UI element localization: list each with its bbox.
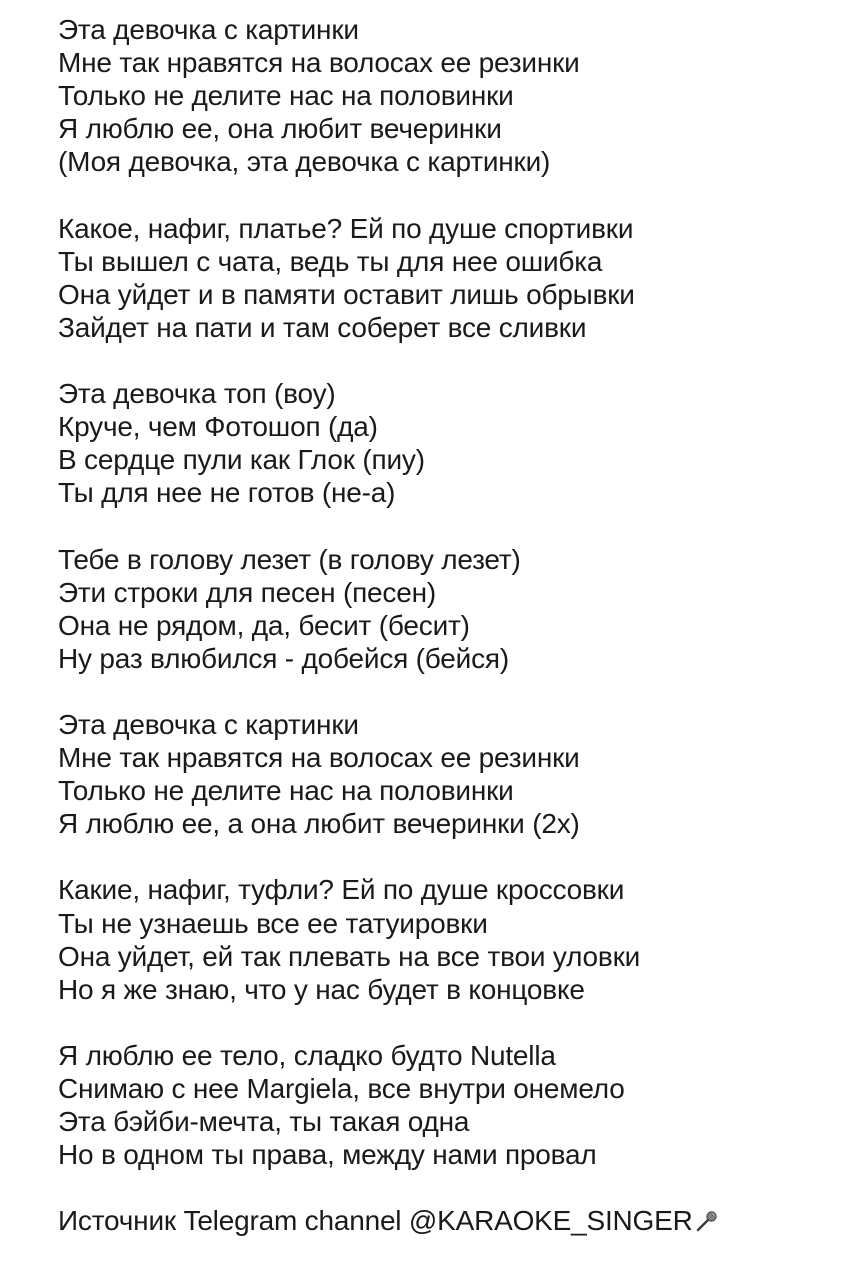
lyric-line: Снимаю с нее Margiela, все внутри онемело — [58, 1073, 625, 1104]
lyric-line: Я люблю ее, а она любит вечеринки (2х) — [58, 808, 580, 840]
lyric-line: Она уйдет, ей так плевать на все твои уловки — [58, 940, 641, 972]
lyric-line: Она не рядом, да, бесит (бесит) — [58, 609, 470, 641]
lyric-line: Ну раз влюбился - добейся (бейся) — [58, 642, 510, 674]
lyric-line: Какое, нафиг, платье? Ей по душе спортивки — [58, 212, 634, 244]
source-credit — [58, 1204, 838, 1237]
lyric-line: Ты вышел с чата, ведь ты для нее ошибка — [58, 245, 603, 277]
lyric-line: Она уйдет и в памяти оставит лишь обрывки — [58, 278, 635, 310]
stanza — [58, 13, 838, 178]
lyric-line: Только не делите нас на половинки — [58, 80, 514, 112]
lyric-line: Какие, нафиг, туфли? Ей по душе кроссовки — [58, 874, 625, 906]
stanza — [58, 1039, 838, 1171]
lyrics-text — [58, 13, 838, 1237]
lyric-line: Зайдет на пати и там соберет все сливки — [58, 311, 587, 343]
lyric-line: Мне так нравятся на волосах ее резинки — [58, 47, 580, 79]
lyric-line: Эта девочка топ (воу) — [58, 378, 336, 410]
lyric-line: Но я же знаю, что у нас будет в концовке — [58, 973, 585, 1005]
lyric-line: В сердце пули как Глок (пиу) — [58, 444, 425, 476]
lyric-line: Эта девочка с картинки — [58, 14, 359, 45]
lyric-line: Мне так нравятся на волосах ее резинки — [58, 742, 580, 774]
stanza — [58, 377, 838, 509]
lyric-line: Ты для нее не готов (не-а) — [58, 477, 396, 509]
lyric-line: Я люблю ее тело, сладко будто Nutella — [58, 1039, 556, 1071]
stanza — [58, 212, 838, 344]
stanza — [58, 543, 838, 675]
lyric-line: Ты не узнаешь все ее татуировки — [58, 907, 488, 939]
microphone-icon — [695, 1207, 719, 1231]
lyric-line: Эта девочка с картинки — [58, 708, 359, 740]
lyric-line: Тебе в голову лезет (в голову лезет) — [58, 543, 521, 575]
stanza — [58, 873, 838, 1005]
stanza — [58, 708, 838, 840]
source-text: Источник Telegram channel @KARAOKE_SINGER — [58, 1205, 693, 1237]
lyric-line: Только не делите нас на половинки — [58, 775, 514, 807]
lyric-line: Эти строки для песен (песен) — [58, 576, 436, 608]
lyric-line: Круче, чем Фотошоп (да) — [58, 411, 378, 443]
lyric-line: Но в одном ты права, между нами провал — [58, 1139, 597, 1171]
lyric-line: Эта бэйби-мечта, ты такая одна — [58, 1106, 470, 1138]
lyric-line: (Моя девочка, эта девочка с картинки) — [58, 146, 551, 178]
lyric-line: Я люблю ее, она любит вечеринки — [58, 113, 502, 145]
